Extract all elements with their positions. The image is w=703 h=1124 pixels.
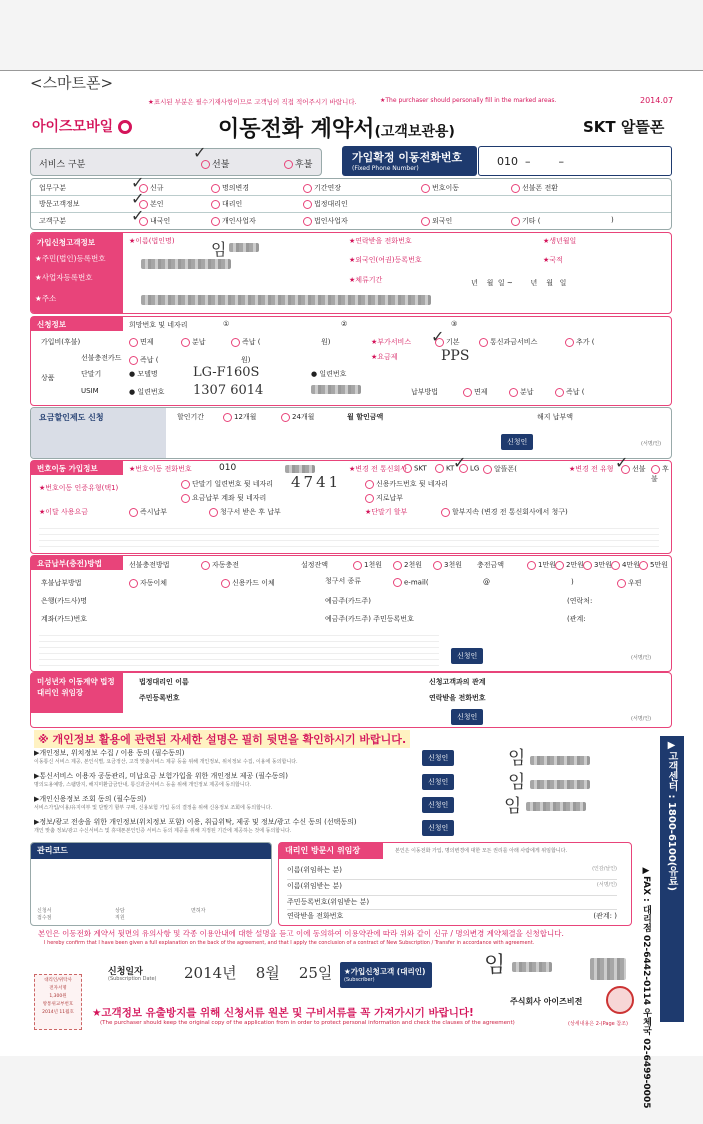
legal-agent-contact-label: 연락받을 전화번호 (429, 694, 486, 702)
work-type-label: 업무구분 (39, 184, 67, 192)
opt-new[interactable]: 신규 (139, 183, 164, 193)
auth-value: 4741 (291, 473, 342, 491)
amt-40k[interactable]: 4만원 (611, 560, 640, 570)
install-immediate[interactable]: 즉납 ( (555, 387, 584, 397)
auth-type-label: ★번호이동 인증유형(택1) (39, 484, 119, 492)
billing-band (31, 556, 123, 570)
fee-won: 원) (321, 338, 331, 346)
privacy-sign-value-3: 임 (504, 796, 522, 817)
privacy-sign-value-2: 임 (508, 772, 526, 793)
opt-other[interactable]: 기타 ( (511, 216, 540, 226)
billing-fine-print (39, 630, 439, 666)
discount-band (31, 408, 166, 458)
legal-agent-rrn-label: 주민등록번호 (139, 694, 180, 702)
minor-sign-sub: (서명/인) (631, 716, 652, 722)
fixed-phone-value: 010 – – (497, 155, 564, 168)
pref-col-1: ① (223, 320, 230, 328)
device-installment-label: ★단말기 할부 (365, 508, 408, 516)
foreign-id-label: ★외국인(여권)등록번호 (349, 256, 422, 264)
depositor-contact: (연락처: (567, 597, 593, 605)
plan-label: ★요금제 (371, 353, 398, 361)
mgmt-field-2: 상담 직원 (115, 908, 125, 921)
amt-10k[interactable]: 1만원 (527, 560, 556, 570)
footer-page-ref: (상세내용은 2-(Page 참조) (568, 1021, 628, 1027)
unused-fee-label: ★이달 사용요금 (39, 508, 89, 516)
penalty-label: 해지 납부액 (537, 413, 574, 421)
mgmt-field-1: 신청서 접수점 (37, 908, 52, 921)
opt-name-change[interactable]: 명의변경 (211, 183, 249, 193)
form-subtitle: (고객보관용) (374, 124, 455, 140)
discount-sign-button[interactable]: 신청인 (501, 434, 533, 450)
subscription-date-label-en: (Subscription Date) (108, 976, 157, 982)
brand-logo-right: SKT 알뜰폰 (583, 118, 665, 136)
fixed-phone-label-en: (Fixed Phone Number) (352, 165, 419, 172)
prev-type-prepaid[interactable]: 선불 (621, 464, 646, 474)
applicant-signature: 임 (484, 953, 506, 978)
subscription-date-value: 2014년 8월 25일 (184, 964, 333, 982)
port-section-label: 번호이동 가입정보 (37, 464, 98, 473)
subscription-date-label: 신청일자 (108, 967, 143, 977)
extra-basic-check-mark: ✓ (431, 327, 445, 346)
carrier-lg[interactable]: LG (459, 464, 479, 473)
brand-name: 아이즈모바일 (32, 119, 114, 135)
extra-billing[interactable]: 통신과금서비스 (479, 337, 537, 347)
port-number-redacted (285, 465, 315, 473)
form-date-code: 2014.07 (640, 96, 674, 105)
subscriber-section-label: 가입신청고객정보 (37, 238, 95, 247)
opt-extend[interactable]: 기간연장 (303, 183, 341, 193)
privacy-item-4: ▶정보/광고 전송을 위한 개인정보(위치정보 포함) 이용, 취급위탁, 제공 및 정보/광고 수신 동의 (선택동의) 개인 맞춤 정보/광고 수신서비스 및 휴대폰본인인증 서비스 등의 제공을 위해 지정된 기간에 제공하는 것에 동의합니다. (34, 818, 357, 834)
company-seal (606, 986, 634, 1014)
bill-post[interactable]: 우편 (617, 578, 642, 588)
stay-period-label: ★체류기간 (349, 276, 383, 284)
fax-side-strip (636, 736, 658, 1109)
mgmt-header (31, 843, 271, 859)
privacy-item-3: ▶개인신용정보 조회 동의 (필수동의) 서비스가입/이용/유지여부 및 단말기 할부 구매, 신용보험 가입 등의 결정을 위해 신용정보 조회에 동의합니다. (34, 795, 273, 811)
billing-sign-sub: (서명/인) (631, 655, 652, 661)
fixed-phone-label-box (342, 146, 477, 176)
opt-agent[interactable]: 대리인 (211, 199, 242, 209)
auth-card[interactable]: 신용카드번호 뒷 네자리 (365, 479, 448, 489)
fee-immediate[interactable]: 즉납 ( (231, 337, 260, 347)
billing-section-label: 요금납부(충전)방법 (37, 559, 102, 568)
balance-3k[interactable]: 3천원 (433, 560, 462, 570)
port-fine-print (39, 523, 659, 549)
discount-sign-sub: (서명/인) (641, 441, 662, 447)
proxy-row-4: 연락받을 전화번호 (관계: ) (287, 912, 617, 920)
device-label: 단말기 (81, 370, 102, 378)
privacy-redacted-3 (526, 802, 586, 811)
legal-agent-relation-label: 신청고객과의 관계 (429, 678, 486, 686)
depositor-rrn-label: 예금주(카드주) 주민등록번호 (325, 615, 414, 623)
opt-self[interactable]: 본인 (139, 199, 164, 209)
installment-label: 납부방법 (411, 388, 439, 396)
discount-period-label: 할인기간 (177, 413, 205, 421)
footer-warning: ★고객정보 유출방지를 위해 신청서류 원본 및 구비서류를 꼭 가져가시기 바랍니다! (92, 1007, 474, 1019)
card-transfer[interactable]: 신용카드 이체 (221, 578, 275, 588)
proxy-header (279, 843, 383, 859)
minor-section (30, 672, 672, 728)
form-title-text: 이동전화 계약서 (218, 117, 375, 142)
customer-type-row (31, 206, 671, 229)
stamp-line-3: 1,300원 (49, 994, 67, 999)
customer-type-label: 고객구분 (39, 217, 67, 225)
minor-section-label: 미성년자 이동계약 법정대리인 위임장 (37, 677, 115, 697)
privacy-section (30, 730, 660, 840)
plan-value: PPS (441, 348, 470, 364)
mgmt-field-3: 면허자 (191, 908, 206, 914)
balance-2k[interactable]: 2천원 (393, 560, 422, 570)
name-redacted (229, 243, 259, 252)
application-section-label: 신청정보 (37, 320, 66, 329)
privacy-items (34, 748, 414, 840)
auth-account[interactable]: 요금납부 계좌 뒷 네자리 (181, 493, 266, 503)
billing-sign-button[interactable]: 신청인 (451, 648, 483, 664)
stamp-line-4: 방통위교부번호 (42, 1002, 74, 1007)
prev-prepaid-check-mark: ✓ (615, 453, 629, 472)
applicant-label: ★가입신청고객 (대리인) (344, 967, 426, 976)
account-label: 계좌(카드)번호 (41, 615, 88, 623)
auto-recharge[interactable]: 자동충전 (201, 560, 239, 570)
unused-after-bill[interactable]: 청구서 받은 후 납부 (209, 507, 281, 517)
fixed-phone-field[interactable] (478, 146, 672, 176)
brand-logo-left (32, 116, 132, 136)
agreement-text: 본인은 이동전화 계약서 뒷면의 유의사항 및 각종 이용안내에 대한 설명을 듣고 이에 동의하여 이용약관에 따라 위와 같이 신규 / 명의변경 계약체결을 신청합니다. (38, 929, 564, 938)
company-name: 주식회사 아이즈비전 (510, 997, 583, 1006)
amt-50k[interactable]: 5만원 (639, 560, 668, 570)
stamp-line-1: 대리인/위탁사 (44, 978, 72, 983)
opt-foreigner[interactable]: 외국인 (421, 216, 452, 226)
usim-label: USIM (81, 387, 99, 395)
opt-prepaid-switch[interactable]: 선불폰 전환 (511, 183, 558, 193)
customer-center-text: ▶고객센터 : 1800-6100(유료) (666, 740, 677, 891)
brand-c-icon (118, 120, 132, 134)
revenue-stamp (34, 974, 82, 1030)
privacy-sign-1[interactable]: 신청인 (422, 750, 454, 766)
port-section (30, 453, 672, 554)
auth-giro[interactable]: 지로납부 (365, 493, 403, 503)
usim-redacted (311, 385, 361, 394)
fee-label: 가입비(후불) (41, 338, 81, 346)
application-section (30, 316, 672, 406)
model-value: LG-F160S (193, 365, 260, 380)
required-notice-en: ★The purchaser should personally fill in the marked areas. (380, 97, 557, 104)
bill-email[interactable]: e-mail( (393, 578, 429, 587)
minor-band (31, 673, 123, 713)
handwritten-title: <스마트폰> (30, 74, 114, 92)
unused-immediate[interactable]: 즉시납부 (129, 507, 167, 517)
opt-corporate-biz[interactable]: 법인사업자 (303, 216, 348, 226)
carrier-label: ★변경 전 통신회사 (349, 465, 408, 473)
contact-side-bar (660, 736, 684, 1022)
carrier-kt[interactable]: KT (435, 464, 454, 473)
billing-section (30, 555, 672, 672)
minor-sign-button[interactable]: 신청인 (451, 709, 483, 725)
opt-individual-biz[interactable]: 개인사업자 (211, 216, 256, 226)
required-notice: ★표시된 부분은 필수기재사항이므로 고객님이 직접 적어주시기 바랍니다. (148, 98, 357, 106)
pref-col-3: ③ (451, 320, 458, 328)
postpaid-method-label: 후불납부방법 (41, 579, 82, 587)
stamp-line-2: 전자서명 (49, 986, 67, 991)
discount-section (30, 407, 672, 459)
agreement-text-en: I hereby confirm that I have been given a full explanation on the back of the agreement, and that I apply the conclusion of a contract of New Subscription / Transfer in accordance with agreement. (44, 940, 535, 946)
name-value: 임 (211, 240, 227, 259)
domestic-check-mark: ✓ (131, 206, 145, 225)
prev-type-postpaid[interactable]: 후불 (651, 465, 669, 483)
service-postpaid-option[interactable]: 후불 (284, 157, 312, 170)
serial-value: 1307 6014 (193, 383, 264, 398)
discount-section-label: 요금할인제도 신청 (39, 413, 104, 422)
proxy-row-3: 주민등록번호(위임받는 분) (287, 897, 617, 910)
recharge-amount-label: 충전금액 (477, 561, 505, 569)
auth-device-serial[interactable]: 단말기 일련번호 뒷 네자리 (181, 479, 273, 489)
service-prepaid-option[interactable]: 선불 (201, 157, 229, 170)
management-code-box (30, 842, 272, 926)
depositor-label: 예금주(카드주) (325, 597, 372, 605)
install-exempt[interactable]: 면제 (463, 387, 488, 397)
privacy-item-2: ▶통신서비스 이용자 공동관리, 미납요금 보험가입을 위한 개인정보 제공 (필수동의) 명의도용예방, 스팸방지, 해지미환급금안내, 통신과금서비스 등을 위해 개인정보 제공에 동의합니다. (34, 772, 289, 788)
lg-check-mark: ✓ (453, 453, 467, 472)
privacy-redacted-1 (530, 756, 590, 765)
install-split[interactable]: 분납 (509, 387, 534, 397)
address-redacted (141, 295, 431, 305)
proxy-row-1: 이름(위임하는 분) (인감/날인) (287, 865, 617, 880)
applicant-label-en: (Subscriber) (344, 977, 375, 983)
privacy-banner: ※ 개인정보 활용에 관련된 자세한 설명은 필히 뒷면을 확인하시기 바랍니다. (34, 730, 410, 748)
subscriber-left-labels (31, 253, 123, 304)
applicant-label-box (340, 962, 432, 988)
extra-basic[interactable]: 기본 (435, 337, 460, 347)
privacy-sign-4[interactable]: 신청인 (422, 820, 454, 836)
bank-label: 은행(카드사)명 (41, 597, 88, 605)
privacy-redacted-2 (530, 780, 590, 789)
opt-port[interactable]: 번호이동 (421, 183, 459, 193)
opt-legal-agent[interactable]: 법정대리인 (303, 199, 348, 209)
work-type-row (31, 173, 671, 196)
prepaid-card-won: 원) (241, 356, 251, 364)
prepaid-card-immediate[interactable]: 즉납 ( (129, 355, 158, 365)
service-type-box (30, 143, 322, 176)
address-label: ★주소 (35, 294, 57, 303)
applicant-redacted (512, 962, 552, 972)
legal-agent-name-label: 법정대리인 이름 (139, 678, 189, 686)
balance-label: 설정잔액 (301, 561, 329, 569)
carrier-mvno[interactable]: 알뜰폰( (483, 464, 517, 474)
amt-20k[interactable]: 2만원 (555, 560, 584, 570)
form-title (218, 112, 455, 143)
footer-warning-en: (The purchaser should keep the original copy of the application from in order to protect personal information and check the clauses of the agreement) (100, 1020, 515, 1026)
proxy-box (278, 842, 632, 926)
balance-1k[interactable]: 1천원 (353, 560, 382, 570)
new-check-mark: ✓ (131, 173, 145, 192)
discount-24m[interactable]: 24개월 (281, 412, 314, 422)
auto-transfer[interactable]: 자동이체 (129, 578, 167, 588)
bill-email-at: @ (483, 578, 490, 586)
rrn-label: ★주민(법인)등록번호 (35, 254, 106, 263)
visitor-row (31, 189, 671, 213)
stay-period-value: 년 월 일 ~ 년 월 일 (471, 279, 567, 287)
depositor-relation: (관계: (567, 615, 586, 623)
application-section-band (31, 317, 123, 331)
proxy-label: 대리인 방문시 위임장 (285, 846, 361, 855)
serial-label-b: ● 일련번호 (129, 388, 165, 396)
proxy-note: 본인은 이동전화 가입, 명의변경에 대한 모든 권리를 아래 사람에게 위임합니다. (395, 848, 568, 854)
privacy-item-1: ▶개인정보, 위치정보 수집 / 이용 동의 (필수동의) 이동통신 서비스 제공, 본인식별, 요금정산, 고객 맞춤서비스 제공 등을 위해 개인정보, 위치정보 수집, 이용에 동의합니다. (34, 749, 298, 765)
privacy-sign-2[interactable]: 신청인 (422, 774, 454, 790)
prepaid-method-label: 선불충전방법 (129, 561, 170, 569)
carrier-skt[interactable]: SKT (403, 464, 427, 473)
pref-col-2: ② (341, 320, 348, 328)
name-label: ★이름(법인명) (129, 237, 175, 245)
proxy-row-2: 이름(위임받는 분) (서명/인) (287, 881, 617, 896)
extra-service-label: ★부가서비스 (371, 338, 412, 346)
subscriber-section (30, 232, 672, 314)
contact-label: ★연락받을 전화번호 (349, 237, 412, 245)
preferred-number-label: 희망번호 및 네자리 (129, 321, 188, 329)
opt-domestic[interactable]: 내국인 (139, 216, 170, 226)
prev-type-label: ★변경 전 유형 (569, 465, 614, 473)
amt-30k[interactable]: 3만원 (583, 560, 612, 570)
birth-label: ★생년월일 (543, 237, 577, 245)
model-label: ● 모델명 (129, 370, 158, 378)
visitor-label: 방문고객정보 (39, 200, 80, 208)
port-band (31, 461, 123, 475)
product-label: 상품 (41, 374, 55, 382)
rrn-redacted (141, 259, 231, 269)
device-installment-continue[interactable]: 할부지속 (변경 전 통신회사에서 청구) (441, 507, 568, 517)
stamp-line-5: 2014년 11월호 (42, 1010, 74, 1015)
privacy-sign-value-1: 임 (508, 748, 526, 769)
extra-additional[interactable]: 추가 ( (565, 337, 594, 347)
privacy-sign-3[interactable]: 신청인 (422, 797, 454, 813)
self-check-mark: ✓ (131, 189, 145, 208)
port-number-label: ★번호이동 전화번호 (129, 465, 192, 473)
mgmt-label: 관리코드 (37, 846, 68, 855)
discount-12m[interactable]: 12개월 (223, 412, 256, 422)
monthly-discount-label: 월 할인금액 (347, 413, 384, 421)
prepaid-check-mark: ✓ (193, 143, 207, 162)
fax-text: ▶FAX : 대리점 02-6442-0114 우체국 02-6499-0005 (641, 866, 651, 1109)
fee-exempt[interactable]: 면제 (129, 337, 154, 347)
fee-installment[interactable]: 분납 (181, 337, 206, 347)
bill-type-label: 청구서 종류 (325, 577, 362, 585)
port-number-value: 010 (219, 463, 237, 473)
bill-email-close: ) (571, 578, 574, 586)
type-rows-box (30, 173, 672, 230)
prepaid-card-label: 선불충전카드 (81, 354, 122, 362)
opt-other-close: ) (611, 216, 614, 224)
nationality-label: ★국적 (543, 256, 563, 264)
service-type-label: 서비스 구분 (39, 160, 86, 170)
serial-label-a: ● 일련번호 (311, 370, 347, 378)
applicant-stamp-redacted (590, 958, 626, 980)
fixed-phone-label: 가입확정 이동전화번호 (352, 151, 463, 164)
biz-label: ★사업자등록번호 (35, 273, 93, 282)
